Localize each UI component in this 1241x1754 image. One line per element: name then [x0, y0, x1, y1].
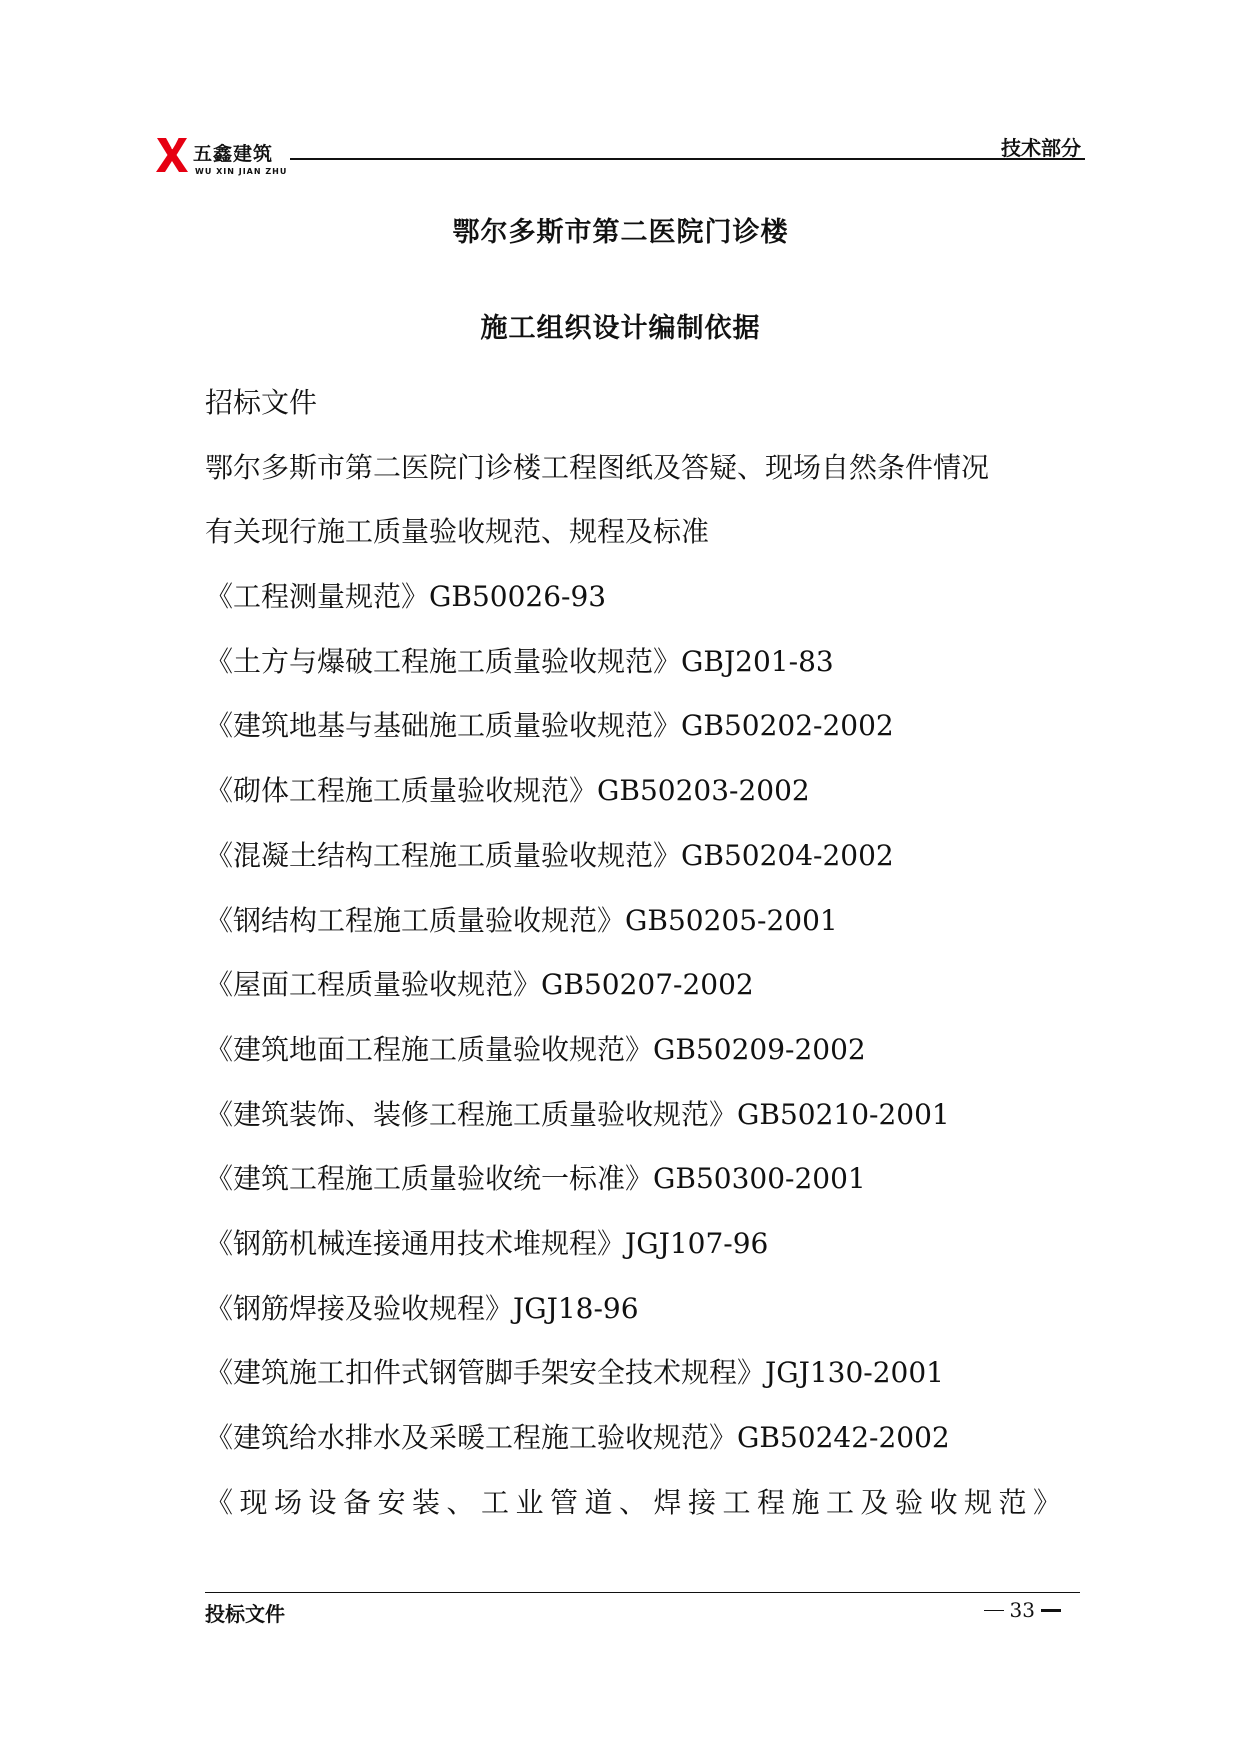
list-item: 《建筑工程施工质量验收统一标准》GB50300-2001: [205, 1162, 866, 1196]
list-item: 《建筑地面工程施工质量验收规范》GB50209-2002: [205, 1032, 866, 1066]
list-item: 《建筑地基与基础施工质量验收规范》GB50202-2002: [205, 709, 894, 743]
list-item: 《建筑施工扣件式钢管脚手架安全技术规程》JGJ130-2001: [205, 1356, 944, 1390]
list-item: 《工程测量规范》GB50026-93: [205, 580, 607, 614]
list-item: 《建筑装饰、装修工程施工质量验收规范》GB50210-2001: [205, 1097, 950, 1131]
logo-subtitle: WU XIN JIAN ZHU: [195, 167, 288, 176]
list-item: 《屋面工程质量验收规范》GB50207-2002: [205, 968, 754, 1002]
list-item: 《混凝土结构工程施工质量验收规范》GB50204-2002: [205, 838, 894, 872]
document-subtitle: 施工组织设计编制依据: [480, 313, 761, 344]
basis-list: [205, 380, 1085, 1544]
page-number-dash-left: [984, 1610, 1004, 1611]
list-item: 《钢筋机械连接通用技术堆规程》JGJ107-96: [205, 1226, 769, 1260]
logo-name: 五鑫建筑: [193, 143, 274, 165]
page-number-value: 33: [1009, 1598, 1035, 1622]
page-number-dash-right: [1041, 1609, 1061, 1612]
footer-label: 投标文件: [205, 1602, 285, 1626]
list-item: 招标文件: [205, 386, 318, 419]
header-rule: [290, 158, 1085, 160]
page-number: [984, 1598, 1061, 1622]
list-item: 《土方与爆破工程施工质量验收规范》GBJ201-83: [205, 644, 834, 678]
footer-rule: [205, 1592, 1080, 1593]
document-title: 鄂尔多斯市第二医院门诊楼: [452, 217, 789, 248]
list-item: 《砌体工程施工质量验收规范》GB50203-2002: [205, 774, 810, 808]
list-item: 《建筑给水排水及采暖工程施工验收规范》GB50242-2002: [205, 1421, 950, 1454]
x-logo-icon: [155, 137, 189, 173]
list-item: 《现场设备安装、工业管道、焊接工程施工及验收规范》: [205, 1485, 1068, 1519]
company-logo: [155, 135, 295, 183]
list-item: 《钢筋焊接及验收规程》JGJ18-96: [205, 1291, 639, 1325]
list-item: 有关现行施工质量验收规范、规程及标准: [205, 515, 710, 549]
list-item: 鄂尔多斯市第二医院门诊楼工程图纸及答疑、现场自然条件情况: [205, 450, 990, 484]
header-section-label: 技术部分: [1001, 136, 1081, 160]
list-item: 《钢结构工程施工质量验收规范》GB50205-2001: [205, 903, 838, 937]
